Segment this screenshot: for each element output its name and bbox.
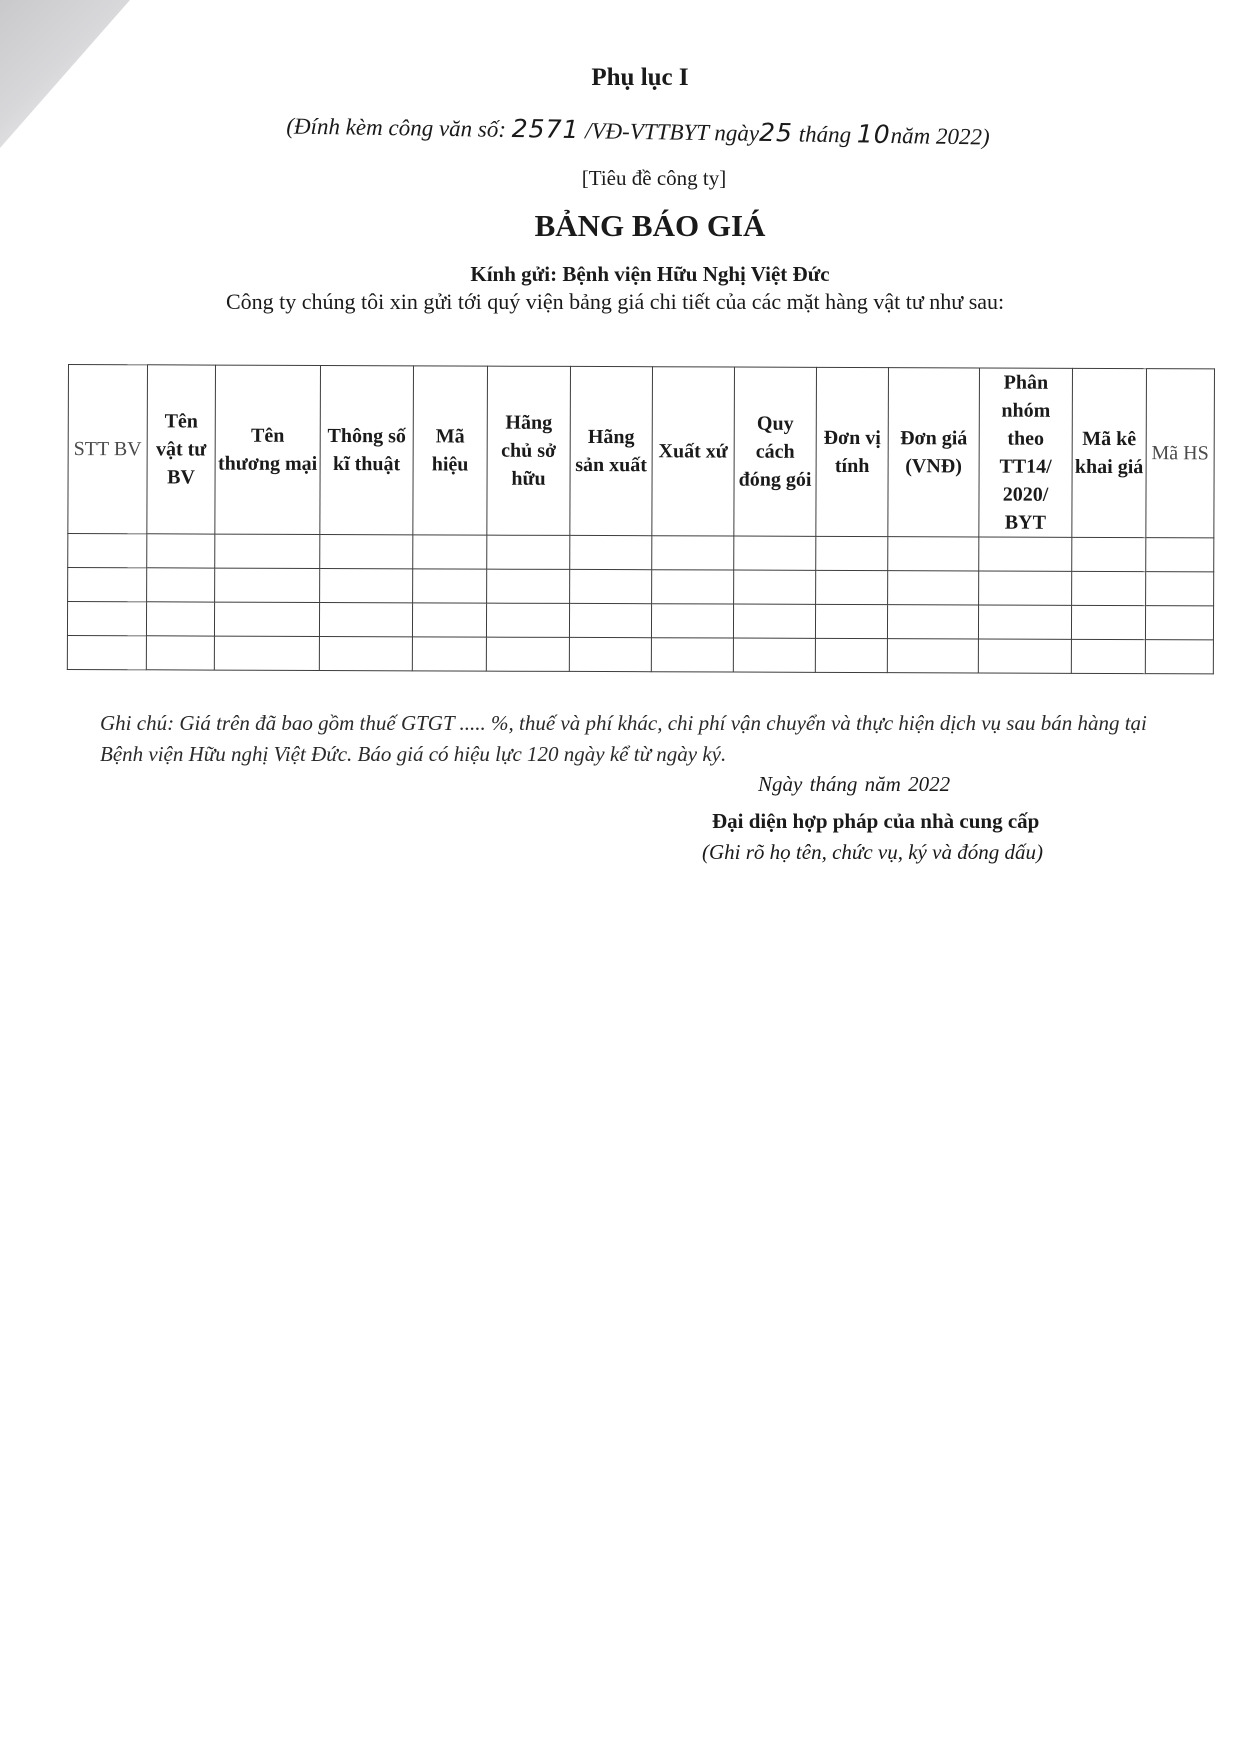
table-cell (816, 536, 888, 570)
appendix-title: Phụ lục I (591, 64, 689, 91)
table-row (68, 568, 1214, 606)
attachment-middle: /VĐ-VTTBYT ngày (584, 118, 760, 146)
handwritten-month: 10 (856, 119, 891, 149)
table-cell (214, 636, 319, 670)
table-cell (651, 638, 733, 672)
attachment-suffix: năm 2022) (890, 122, 990, 150)
table-cell (68, 568, 147, 602)
header-hang-san-xuat: Hãng sản xuất (570, 366, 653, 535)
table-cell (652, 536, 734, 570)
table-cell (320, 568, 413, 602)
table-cell (733, 638, 815, 672)
quotation-table (67, 364, 1215, 674)
table-cell (1071, 605, 1145, 639)
table-cell (570, 535, 652, 569)
header-ma-hieu: Mã hiệu (413, 366, 488, 535)
table-cell (1146, 538, 1214, 572)
signature-instruction: (Ghi rõ họ tên, chức vụ, ký và đóng dấu) (702, 840, 1043, 864)
header-ten-vat-tu-bv: Tên vật tư BV (147, 365, 216, 534)
table-cell (815, 638, 887, 672)
table-cell (978, 605, 1071, 639)
table-cell (979, 571, 1072, 605)
table-cell (1072, 537, 1146, 571)
price-note: Ghi chú: Giá trên đã bao gồm thuế GTGT ..... %, thuế và phí khác, chi phí vận chuyển và thực hiện dịch vụ sau bán hàng tại Bệnh viện Hữu nghị Việt Đức. Báo giá có hiệu lực 120 ngày kể từ ngày ký. (100, 711, 1147, 766)
table-cell (569, 637, 651, 671)
table-cell (146, 602, 214, 636)
table-cell (319, 636, 412, 670)
table-cell (146, 636, 214, 670)
table-cell (486, 603, 569, 637)
table-cell (816, 570, 888, 604)
signatory-title: Đại diện hợp pháp của nhà cung cấp (712, 809, 1040, 833)
header-quy-cach-dong-goi: Quy cách đóng gói (734, 367, 817, 536)
table-body (67, 534, 1214, 674)
table-cell (147, 534, 215, 568)
table-cell (413, 569, 487, 603)
table-cell (319, 602, 412, 636)
attachment-month-word: tháng (798, 121, 852, 148)
header-ma-ke-khai-gia: Mã kê khai giá (1072, 368, 1147, 537)
table-cell (887, 639, 978, 673)
table-cell (978, 639, 1071, 673)
company-header-placeholder: [Tiêu đề công ty] (581, 166, 727, 190)
table-cell (887, 605, 978, 639)
table-cell (570, 569, 652, 603)
table-cell (67, 602, 146, 636)
header-ten-thuong-mai: Tên thương mại (215, 365, 321, 534)
quotation-table-container (67, 364, 1214, 674)
table-header-row (68, 365, 1215, 538)
table-cell (734, 570, 816, 604)
header-hang-chu-so-huu: Hãng chủ sở hữu (487, 366, 571, 535)
table-cell (67, 635, 146, 669)
table-cell (487, 569, 570, 603)
table-cell (215, 568, 320, 602)
header-ma-hs: Mã HS (1146, 369, 1215, 538)
table-cell (1071, 639, 1145, 673)
table-cell (734, 536, 816, 570)
table-cell (412, 637, 486, 671)
header-don-vi-tinh: Đơn vị tính (816, 367, 889, 536)
table-cell (147, 568, 215, 602)
table-cell (487, 535, 570, 569)
table-cell (1072, 571, 1146, 605)
table-cell (651, 604, 733, 638)
table-cell (888, 537, 979, 571)
table-cell (888, 571, 979, 605)
table-cell (1145, 640, 1213, 674)
table-cell (733, 604, 815, 638)
header-stt-bv: STT BV (68, 365, 148, 534)
table-cell (486, 637, 569, 671)
table-cell (652, 570, 734, 604)
document-title: BẢNG BÁO GIÁ (534, 208, 766, 243)
table-cell (1145, 606, 1213, 640)
recipient-line: Kính gửi: Bệnh viện Hữu Nghị Việt Đức (470, 262, 830, 286)
handwritten-doc-number: 2571 (511, 114, 580, 145)
table-cell (214, 602, 319, 636)
header-phan-nhom: Phân nhóm theo TT14/ 2020/ BYT (979, 368, 1073, 537)
table-cell (979, 537, 1072, 571)
table-cell (815, 604, 887, 638)
attachment-reference (18, 106, 1240, 154)
header-don-gia: Đơn giá (VNĐ) (888, 368, 980, 537)
table-cell (215, 534, 320, 568)
table-row (67, 602, 1213, 640)
table-cell (1146, 572, 1214, 606)
table-cell (68, 534, 147, 568)
table-cell (569, 603, 651, 637)
header-thong-so-ki-thuat: Thông số kĩ thuật (320, 365, 414, 534)
table-row (67, 635, 1213, 673)
handwritten-day: 25 (758, 117, 794, 148)
table-row (68, 534, 1214, 572)
table-cell (413, 535, 487, 569)
intro-paragraph: Công ty chúng tôi xin gửi tới quý viện bảng giá chi tiết của các mặt hàng vật tư như sau: (226, 289, 1005, 314)
signature-date-line: Ngày tháng năm 2022 (758, 772, 951, 796)
table-cell (320, 534, 413, 568)
header-xuat-xu: Xuất xứ (652, 367, 735, 536)
table-cell (412, 603, 486, 637)
attachment-prefix: (Đính kèm công văn số: (286, 113, 507, 142)
